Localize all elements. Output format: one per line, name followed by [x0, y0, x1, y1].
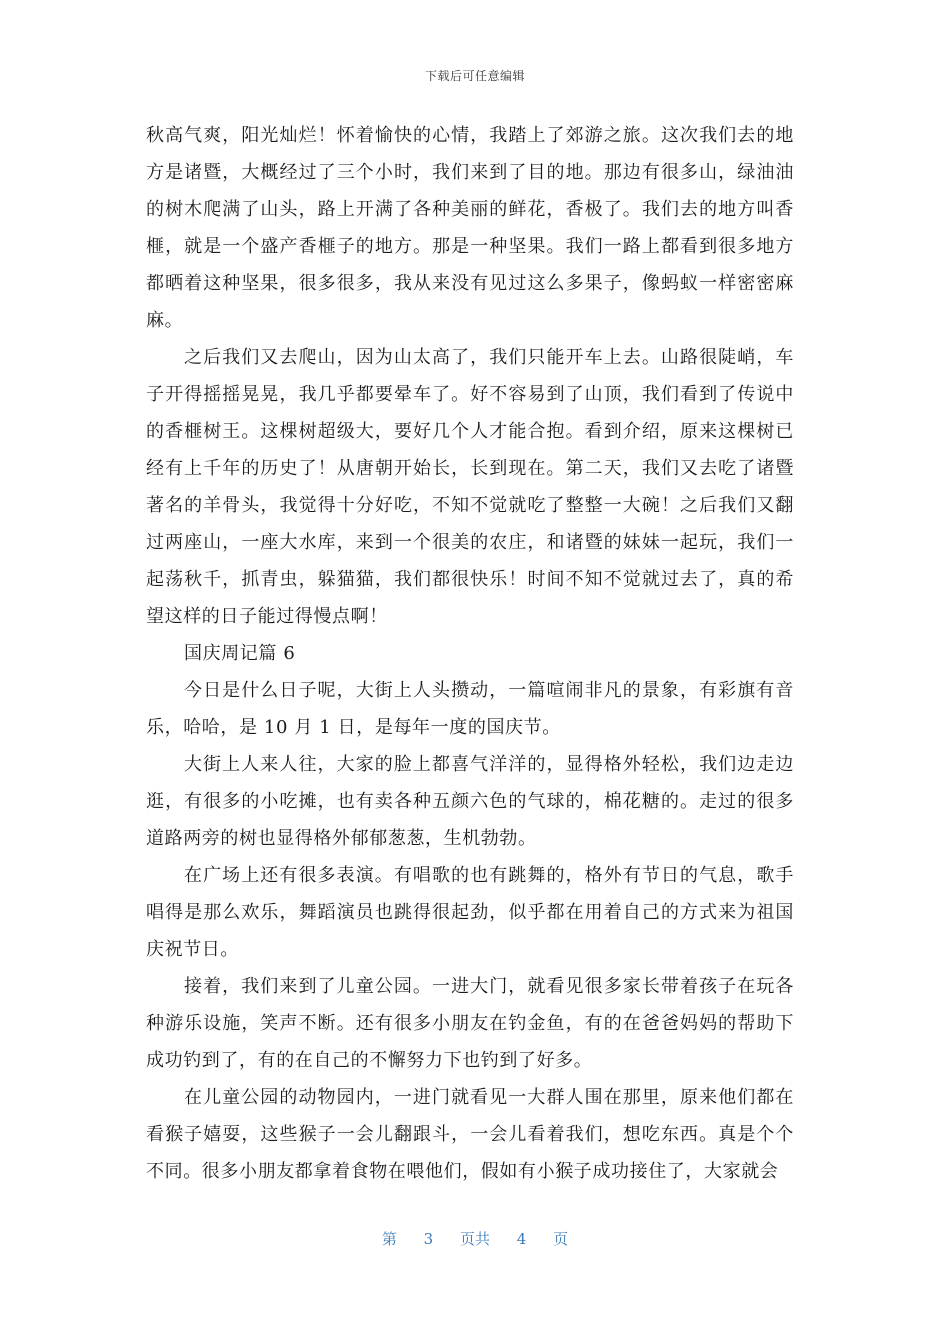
paragraph-4: 大街上人来人往，大家的脸上都喜气洋洋的，显得格外轻松，我们边走边逛，有很多的小吃摊，也有卖各种五颜六色的气球的，棉花糖的。走过的很多道路两旁的树也显得格外郁郁葱葱，生机勃勃。	[146, 754, 794, 849]
paragraph-2: 之后我们又去爬山，因为山太高了，我们只能开车上去。山路很陡峭，车子开得摇摇晃晃，我几乎都要晕车了。好不容易到了山顶，我们看到了传说中的香榧树王。这棵树超级大，要好几个人才能合抱。看到介绍，原来这棵树已经有上千年的历史了！从唐朝开始长，长到现在。第二天，我们又去吃了诸暨著名的羊骨头，我觉得十分好吃，不知不觉就吃了整整一大碗！之后我们又翻过两座山，一座大水库，来到一个很美的农庄，和诸暨的妹妹一起玩，我们一起荡秋千，抓青虫，躲猫猫，我们都很快乐！时间不知不觉就过去了，真的希望这样的日子能过得慢点啊！	[146, 347, 794, 627]
paragraph-1: 秋高气爽，阳光灿烂！怀着愉快的心情，我踏上了郊游之旅。这次我们去的地方是诸暨，大概经过了三个小时，我们来到了目的地。那边有很多山，绿油油的树木爬满了山头，路上开满了各种美丽的鲜花，香极了。我们去的地方叫香榧，就是一个盛产香榧子的地方。那是一种坚果。我们一路上都看到很多地方都晒着这种坚果，很多很多，我从来没有见过这么多果子，像蚂蚁一样密密麻麻。	[146, 125, 794, 331]
total-pages-number: 4	[516, 1230, 527, 1248]
footer-prefix: 第	[381, 1230, 397, 1248]
document-body	[146, 117, 794, 1190]
footer-suffix: 页	[553, 1230, 569, 1248]
page-header: 下载后可任意编辑	[424, 69, 525, 83]
footer-middle: 页共	[459, 1230, 490, 1248]
paragraph-7: 在儿童公园的动物园内，一进门就看见一大群人围在那里，原来他们都在看猴子嬉耍，这些猴子一会儿翻跟斗，一会儿看着我们，想吃东西。真是个个不同。很多小朋友都拿着食物在喂他们，假如有小猴子成功接住了，大家就会	[146, 1087, 794, 1182]
section-heading: 国庆周记篇 6	[184, 643, 296, 664]
paragraph-5: 在广场上还有很多表演。有唱歌的也有跳舞的，格外有节日的气息，歌手唱得是那么欢乐，舞蹈演员也跳得很起劲，似乎都在用着自己的方式来为祖国庆祝节日。	[146, 865, 794, 960]
paragraph-3: 今日是什么日子呢，大街上人头攒动，一篇喧闹非凡的景象，有彩旗有音乐，哈哈，是 10 月 1 日，是每年一度的国庆节。	[146, 680, 794, 738]
paragraph-6: 接着，我们来到了儿童公园。一进大门，就看见很多家长带着孩子在玩各种游乐设施，笑声不断。还有很多小朋友在钓金鱼，有的在爸爸妈妈的帮助下成功钓到了，有的在自己的不懈努力下也钓到了好多。	[146, 976, 794, 1071]
current-page-number: 3	[423, 1230, 434, 1248]
page-footer	[0, 1228, 950, 1249]
